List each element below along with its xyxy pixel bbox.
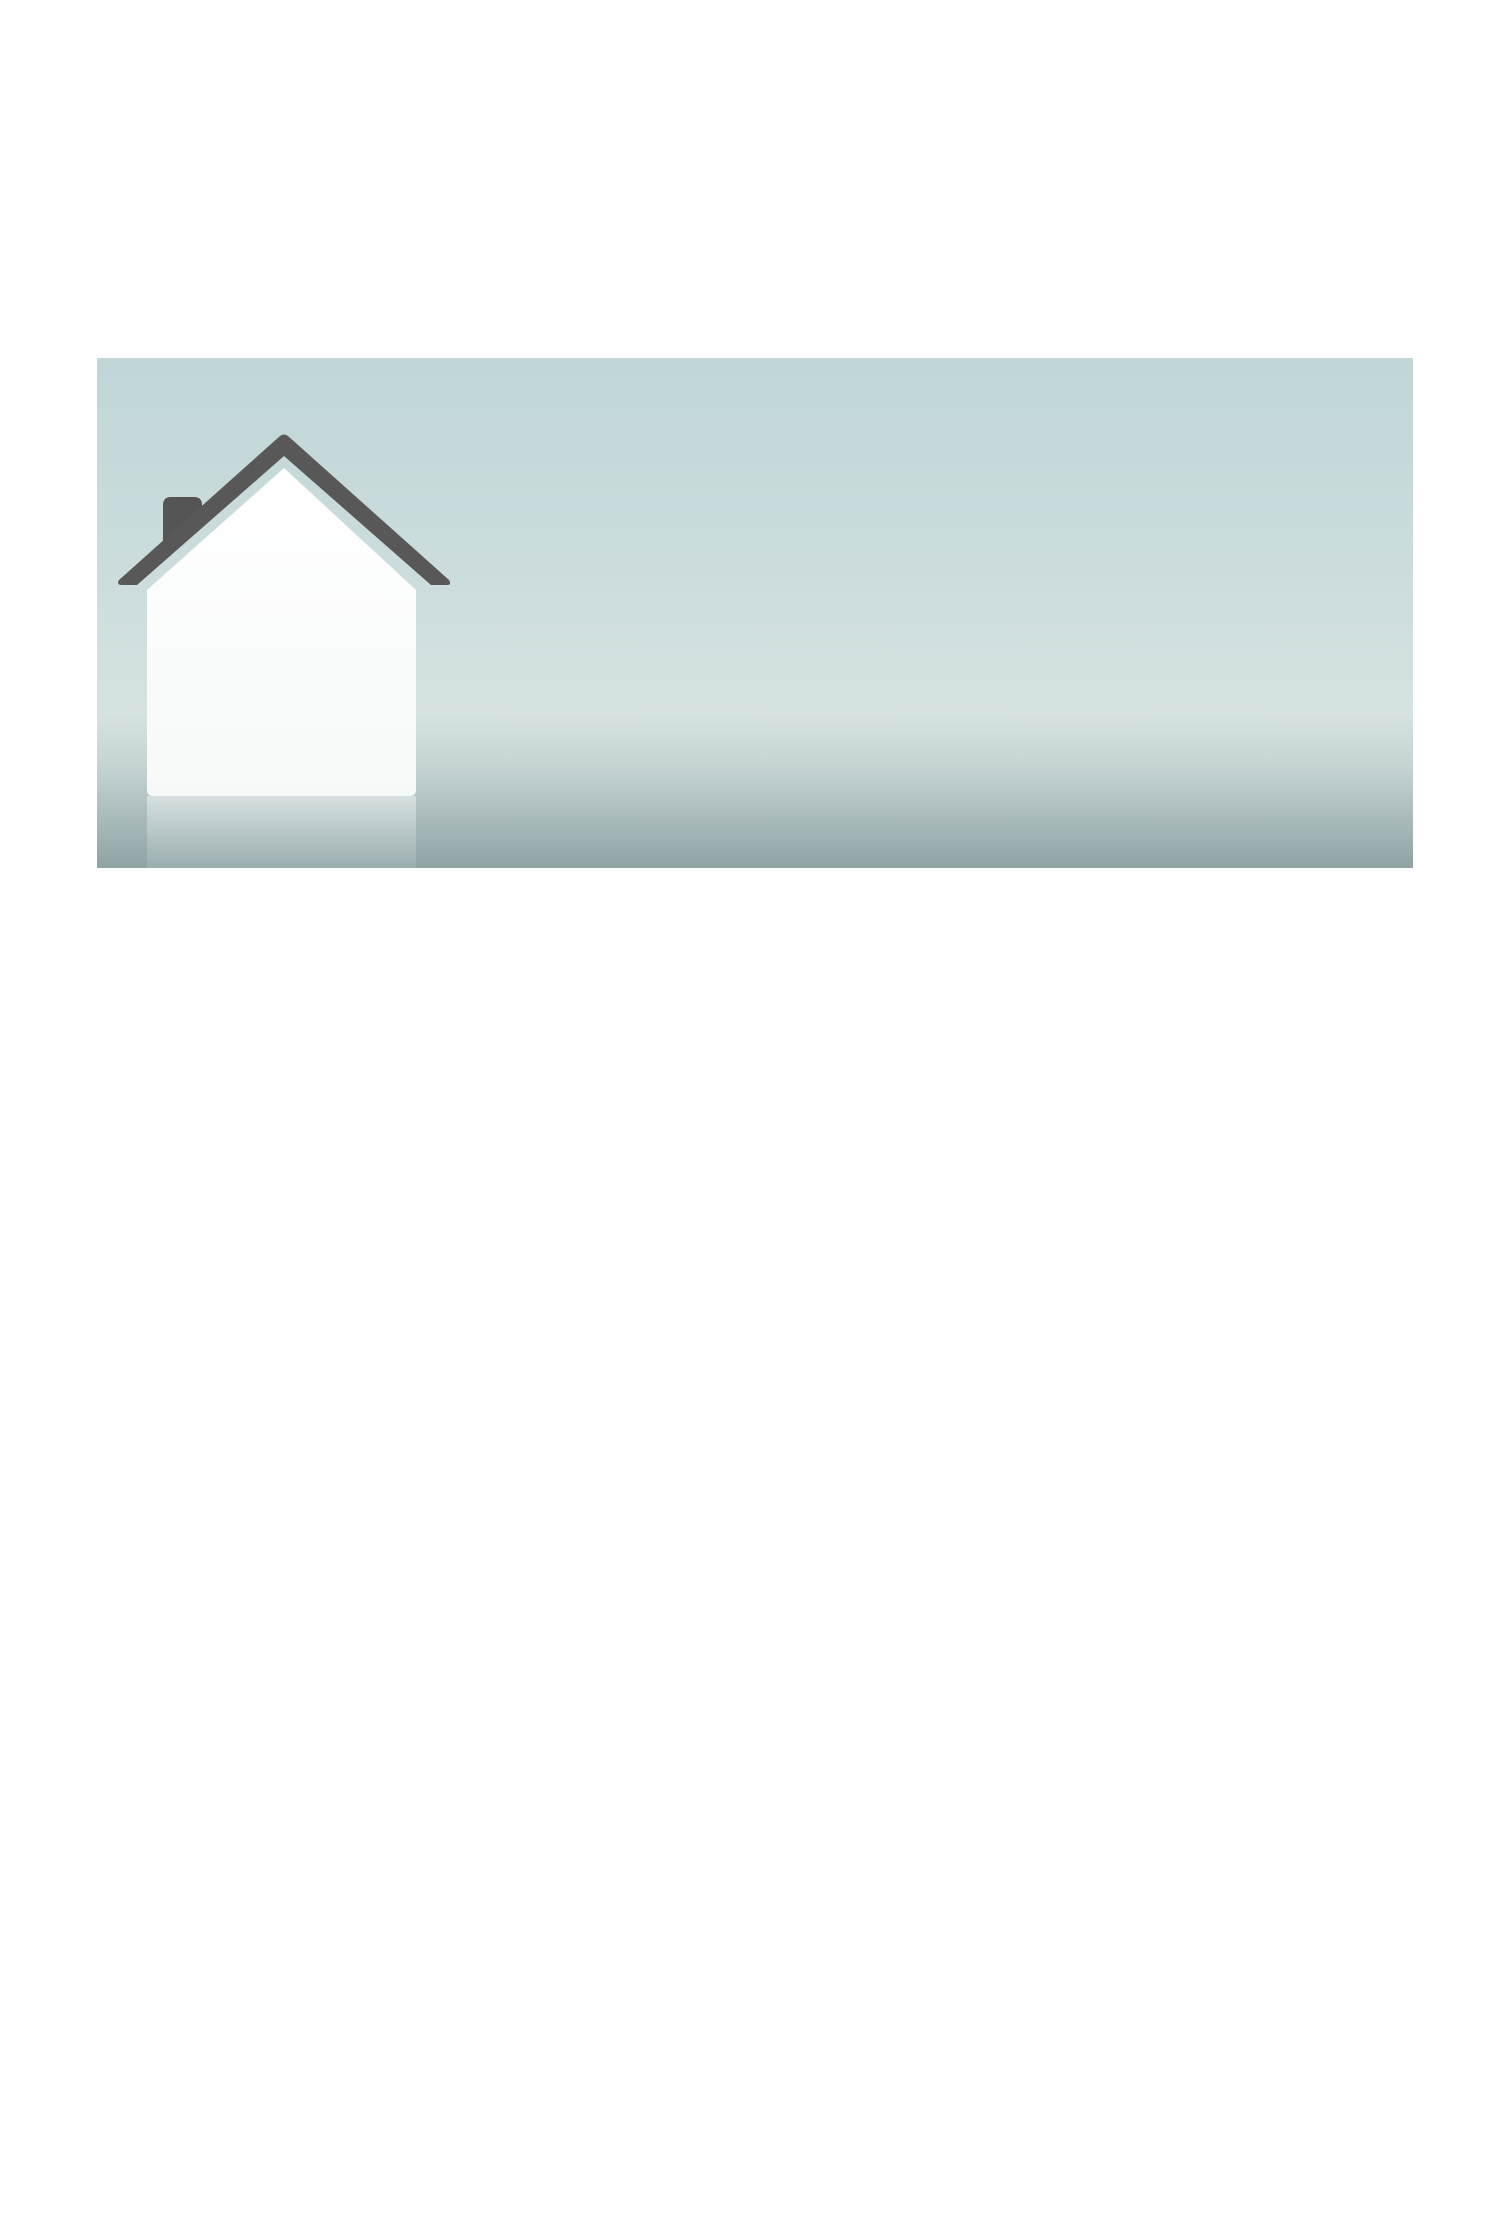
banner-illustration [97,358,1413,868]
house-reflection [147,796,416,868]
baukonjunktur-banner-image [97,358,1413,868]
